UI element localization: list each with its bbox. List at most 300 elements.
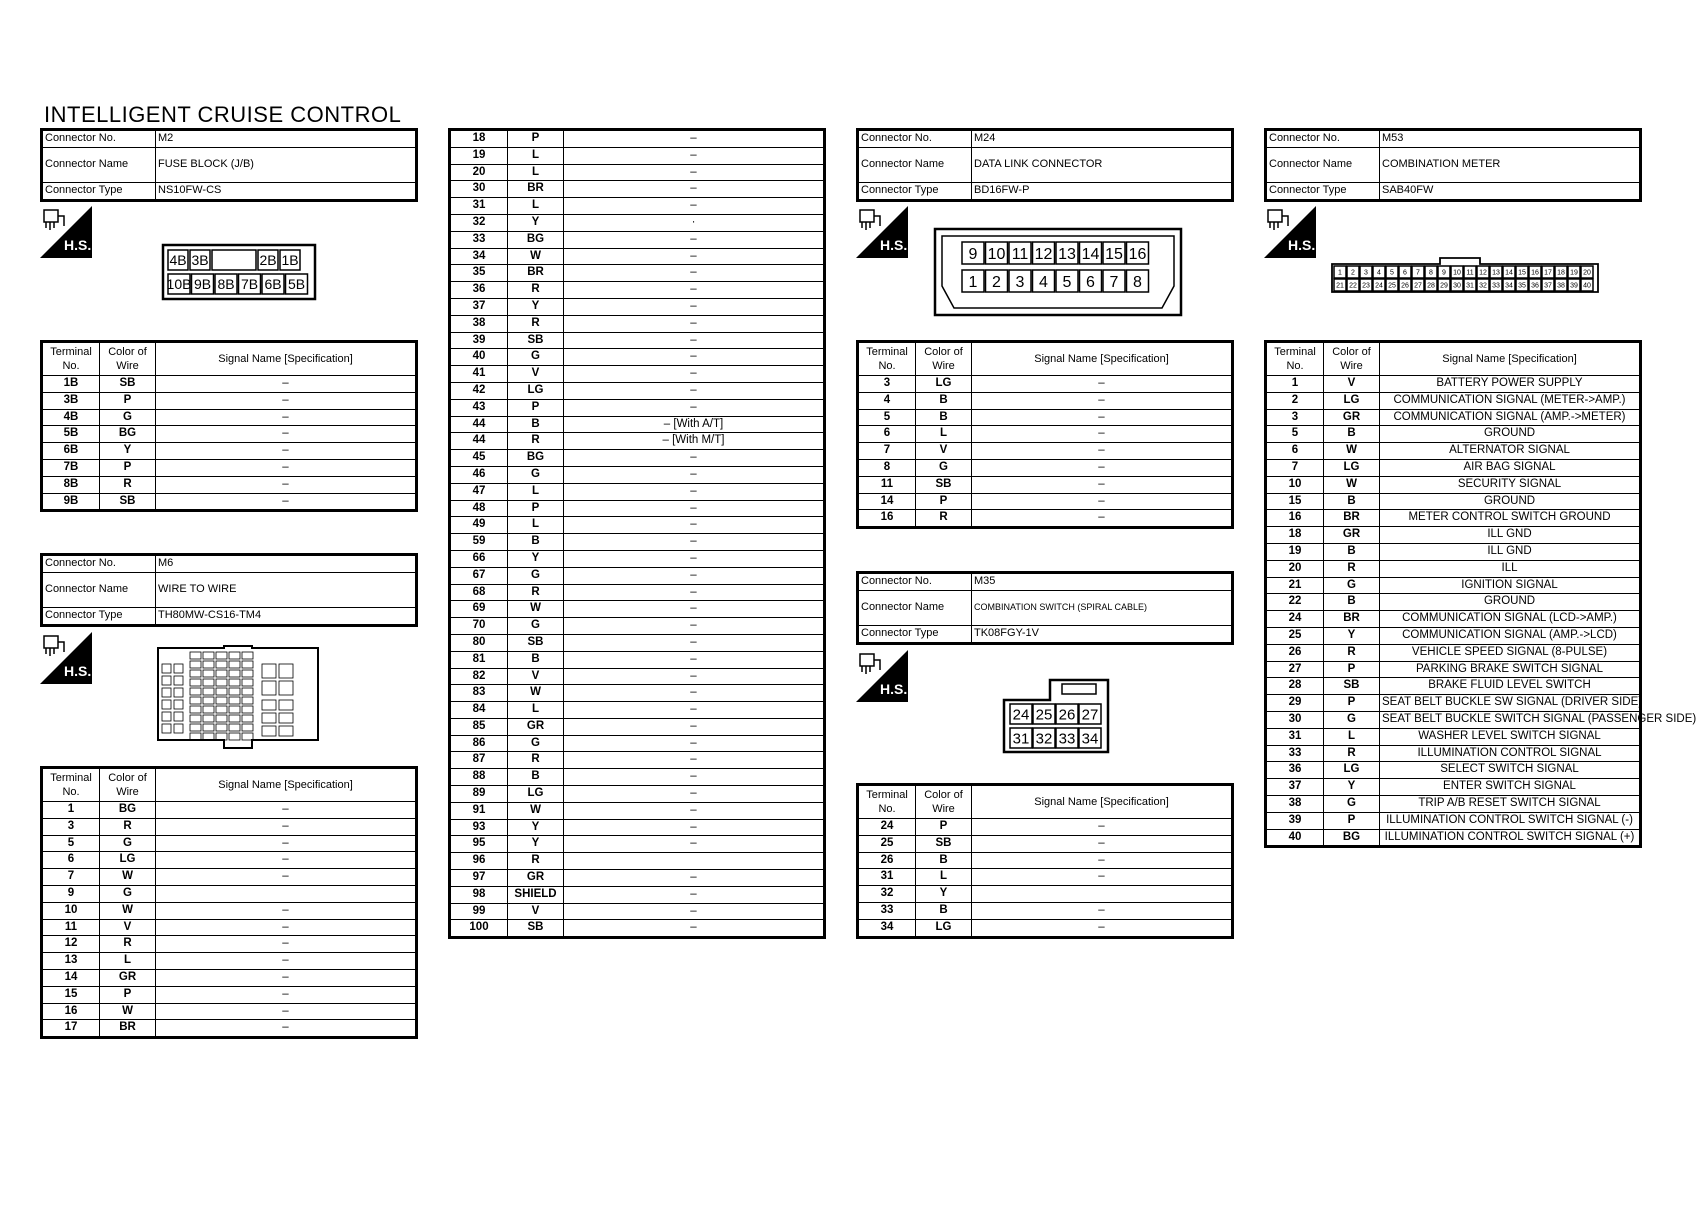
signal-name-cell: – xyxy=(972,835,1233,852)
pin-cavity xyxy=(174,676,183,685)
terminal-no-cell: 30 xyxy=(1266,711,1324,728)
signal-name-cell: – xyxy=(564,584,825,601)
connector-face-m6 xyxy=(156,644,320,755)
signal-name-cell: – xyxy=(972,510,1233,528)
wire-color-cell: BR xyxy=(508,181,564,198)
connector-m35 xyxy=(856,571,1234,645)
terminal-no-cell: 21 xyxy=(1266,577,1324,594)
table-row xyxy=(450,332,825,349)
table-row xyxy=(42,835,417,852)
signal-name-cell: – xyxy=(564,483,825,500)
wire-color-cell: R xyxy=(1324,745,1380,762)
pin-cavity xyxy=(190,697,201,704)
pin-label: 6 xyxy=(1086,273,1095,291)
table-row xyxy=(450,601,825,618)
pin-cavity xyxy=(203,733,214,740)
harness-side-icon xyxy=(1264,206,1316,258)
table-row xyxy=(450,265,825,282)
wire-color-cell: W xyxy=(100,869,156,886)
table-row xyxy=(450,130,825,148)
pin-cavity xyxy=(229,715,240,722)
table-row xyxy=(42,818,417,835)
terminal-no-cell: 15 xyxy=(1266,493,1324,510)
pin-label: 36 xyxy=(1531,282,1539,290)
pin-cavity xyxy=(229,679,240,686)
pin-label: 10 xyxy=(987,245,1006,263)
signal-name-cell: – xyxy=(564,819,825,836)
table-row xyxy=(1266,745,1641,762)
table-row xyxy=(1266,611,1641,628)
table-row xyxy=(450,836,825,853)
table-row xyxy=(450,584,825,601)
terminal-no-cell: 4B xyxy=(42,409,100,426)
pin-cavity xyxy=(242,697,253,704)
connector-type-value: TH80MW-CS16-TM4 xyxy=(156,607,417,625)
terminal-table-m2 xyxy=(40,340,418,512)
terminal-no-cell: 20 xyxy=(1266,560,1324,577)
pin-label: 5B xyxy=(287,276,306,293)
table-row xyxy=(1266,409,1641,426)
pin-label: 2 xyxy=(1351,269,1355,277)
signal-name-cell xyxy=(156,885,417,902)
connector-m24 xyxy=(856,128,1234,202)
pin-label: 26 xyxy=(1058,706,1076,724)
pin-label: 10B xyxy=(166,276,192,293)
signal-name-cell: – xyxy=(972,869,1233,886)
pin-label: 3 xyxy=(1364,269,1368,277)
signal-name-cell xyxy=(564,853,825,870)
pin-cavity xyxy=(229,697,240,704)
connector-no-value: M2 xyxy=(156,130,417,148)
terminal-no-cell: 38 xyxy=(1266,795,1324,812)
wire-color-cell: W xyxy=(100,1003,156,1020)
table-row xyxy=(450,282,825,299)
pin-cavity xyxy=(174,664,183,673)
table-row xyxy=(42,969,417,986)
wire-color-cell: B xyxy=(508,534,564,551)
terminal-no-cell: 19 xyxy=(450,147,508,164)
pin-label: 22 xyxy=(1349,282,1357,290)
wire-color-cell: R xyxy=(916,510,972,528)
table-row xyxy=(450,349,825,366)
wire-color-cell: R xyxy=(100,818,156,835)
wire-color-cell: B xyxy=(1324,594,1380,611)
terminal-no-cell: 70 xyxy=(450,618,508,635)
terminal-no-cell: 26 xyxy=(1266,644,1324,661)
connector-name-value: DATA LINK CONNECTOR xyxy=(972,147,1233,182)
terminal-no-cell: 33 xyxy=(1266,745,1324,762)
signal-name-cell: COMMUNICATION SIGNAL (LCD->AMP.) xyxy=(1380,611,1641,628)
wire-color-cell: Y xyxy=(1324,779,1380,796)
header-terminal-no: Terminal No. xyxy=(42,768,100,802)
table-row xyxy=(450,466,825,483)
wire-color-cell: P xyxy=(100,392,156,409)
table-row xyxy=(450,198,825,215)
table-row xyxy=(450,181,825,198)
signal-name-cell: – xyxy=(564,265,825,282)
signal-name-cell: COMMUNICATION SIGNAL (AMP.->METER) xyxy=(1380,409,1641,426)
wire-color-cell: R xyxy=(1324,560,1380,577)
terminal-no-cell: 6 xyxy=(42,852,100,869)
terminal-no-cell: 1B xyxy=(42,376,100,393)
pin-cavity xyxy=(279,713,293,723)
header-signal-name: Signal Name [Specification] xyxy=(156,768,417,802)
signal-name-cell: – xyxy=(156,852,417,869)
terminal-no-cell: 6 xyxy=(858,426,916,443)
table-row xyxy=(450,517,825,534)
wire-color-cell: GR xyxy=(100,969,156,986)
wire-color-cell: Y xyxy=(508,298,564,315)
wire-color-cell: LG xyxy=(1324,392,1380,409)
pin-cavity xyxy=(162,724,171,733)
signal-name-cell: – xyxy=(564,634,825,651)
pin-cavity xyxy=(242,652,253,659)
header-color-of-wire: Color of Wire xyxy=(100,342,156,376)
table-row xyxy=(42,919,417,936)
pin-cavity xyxy=(262,726,276,736)
signal-name-cell: – xyxy=(156,1020,417,1038)
table-row xyxy=(450,634,825,651)
label-connector-name: Connector Name xyxy=(1266,147,1380,182)
pin-label: 37 xyxy=(1544,282,1552,290)
wire-color-cell: L xyxy=(508,164,564,181)
pin-label: 11 xyxy=(1466,269,1474,277)
pin-cavity xyxy=(190,688,201,695)
connector-no-value: M35 xyxy=(972,573,1233,591)
signal-name-cell: – xyxy=(972,819,1233,836)
wire-color-cell: B xyxy=(1324,493,1380,510)
wire-color-cell: L xyxy=(508,517,564,534)
wire-color-cell: V xyxy=(508,668,564,685)
pin-cavity xyxy=(242,724,253,731)
table-row xyxy=(1266,443,1641,460)
terminal-no-cell: 11 xyxy=(42,919,100,936)
signal-name-cell: – xyxy=(972,919,1233,937)
table-row xyxy=(42,443,417,460)
wire-color-cell: B xyxy=(508,769,564,786)
wire-color-cell: L xyxy=(916,426,972,443)
pin-cavity xyxy=(229,670,240,677)
pin-label: 30 xyxy=(1453,282,1461,290)
pin-label: 34 xyxy=(1505,282,1513,290)
signal-name-cell xyxy=(972,886,1233,903)
table-row xyxy=(450,668,825,685)
wire-color-cell: V xyxy=(1324,376,1380,393)
wire-color-cell: G xyxy=(100,835,156,852)
table-row xyxy=(42,493,417,511)
signal-name-cell: – xyxy=(156,986,417,1003)
terminal-no-cell: 2 xyxy=(1266,392,1324,409)
table-row xyxy=(42,902,417,919)
terminal-no-cell: 97 xyxy=(450,870,508,887)
pin-cavity xyxy=(190,715,201,722)
connector-face-m2 xyxy=(162,244,316,305)
wire-color-cell: R xyxy=(1324,644,1380,661)
terminal-no-cell: 86 xyxy=(450,735,508,752)
terminal-no-cell: 39 xyxy=(1266,812,1324,829)
signal-name-cell: – xyxy=(972,459,1233,476)
terminal-no-cell: 3 xyxy=(1266,409,1324,426)
wire-color-cell: B xyxy=(916,902,972,919)
wire-color-cell: LG xyxy=(916,376,972,393)
hs-label: H.S. xyxy=(880,237,908,253)
terminal-no-cell: 39 xyxy=(450,332,508,349)
table-row xyxy=(1266,678,1641,695)
connector-type-value: SAB40FW xyxy=(1380,182,1641,200)
pin-cavity xyxy=(242,688,253,695)
pin-label: 2B xyxy=(259,252,277,269)
pin-cavity xyxy=(162,712,171,721)
wire-color-cell: V xyxy=(916,443,972,460)
table-row xyxy=(1266,527,1641,544)
pin-cavity xyxy=(203,697,214,704)
signal-name-cell: – xyxy=(564,500,825,517)
terminal-no-cell: 5 xyxy=(42,835,100,852)
table-row xyxy=(1266,493,1641,510)
wire-color-cell: Y xyxy=(100,443,156,460)
pin-label: 15 xyxy=(1518,269,1526,277)
signal-name-cell: ILL GND xyxy=(1380,527,1641,544)
pin-label: 28 xyxy=(1427,282,1435,290)
signal-name-cell: – xyxy=(156,835,417,852)
wire-color-cell: Y xyxy=(508,819,564,836)
terminal-table-m6 xyxy=(40,766,418,1039)
pin-label: 25 xyxy=(1035,706,1053,724)
terminal-no-cell: 87 xyxy=(450,752,508,769)
wire-color-cell: R xyxy=(508,315,564,332)
hs-label: H.S. xyxy=(64,237,92,253)
pin-label: 4 xyxy=(1377,269,1381,277)
table-row xyxy=(1266,426,1641,443)
pin-cavity xyxy=(203,688,214,695)
wire-color-cell: B xyxy=(916,852,972,869)
terminal-no-cell: 13 xyxy=(42,953,100,970)
signal-name-cell: – xyxy=(972,476,1233,493)
signal-name-cell: – xyxy=(156,476,417,493)
terminal-no-cell: 96 xyxy=(450,853,508,870)
table-row xyxy=(858,409,1233,426)
table-row xyxy=(450,382,825,399)
pin-cavity xyxy=(216,697,227,704)
signal-name-cell: – xyxy=(156,376,417,393)
terminal-no-cell: 49 xyxy=(450,517,508,534)
signal-name-cell: – xyxy=(564,836,825,853)
signal-name-cell: – xyxy=(156,443,417,460)
table-row xyxy=(450,819,825,836)
terminal-no-cell: 27 xyxy=(1266,661,1324,678)
terminal-no-cell: 31 xyxy=(450,198,508,215)
pin-cavity xyxy=(242,715,253,722)
terminal-no-cell: 37 xyxy=(1266,779,1324,796)
pin-cavity xyxy=(203,679,214,686)
pin-label: 6 xyxy=(1403,269,1407,277)
terminal-no-cell: 12 xyxy=(42,936,100,953)
harness-side-icon xyxy=(856,206,908,258)
terminal-no-cell: 37 xyxy=(450,298,508,315)
wire-color-cell: R xyxy=(508,282,564,299)
wire-color-cell: GR xyxy=(508,870,564,887)
terminal-no-cell: 85 xyxy=(450,718,508,735)
pin-cavity xyxy=(162,688,171,697)
pin-label: 24 xyxy=(1012,706,1030,724)
terminal-no-cell: 68 xyxy=(450,584,508,601)
wire-color-cell: G xyxy=(508,618,564,635)
pin-cavity xyxy=(203,661,214,668)
pin-label: 5 xyxy=(1062,273,1072,291)
connector-m6 xyxy=(40,553,418,627)
table-row xyxy=(858,459,1233,476)
label-connector-type: Connector Type xyxy=(858,625,972,643)
table-row xyxy=(42,869,417,886)
table-row xyxy=(42,376,417,393)
terminal-no-cell: 35 xyxy=(450,265,508,282)
connector-name-value: WIRE TO WIRE xyxy=(156,572,417,607)
pin-label: 33 xyxy=(1058,730,1076,748)
wire-color-cell: SB xyxy=(100,376,156,393)
terminal-no-cell: 8B xyxy=(42,476,100,493)
pin-label: 32 xyxy=(1479,282,1487,290)
wire-color-cell: Y xyxy=(508,836,564,853)
wire-color-cell: G xyxy=(1324,795,1380,812)
table-row xyxy=(450,769,825,786)
table-row xyxy=(1266,543,1641,560)
wire-color-cell: P xyxy=(916,493,972,510)
wire-color-cell: Y xyxy=(508,214,564,231)
wire-color-cell: R xyxy=(508,853,564,870)
pin-cavity xyxy=(262,681,276,695)
pin-cavity xyxy=(279,726,293,736)
signal-name-cell: – xyxy=(972,902,1233,919)
wire-color-cell: SB xyxy=(508,920,564,938)
signal-name-cell: – xyxy=(156,953,417,970)
pin-label: 29 xyxy=(1440,282,1448,290)
signal-name-cell: ILL GND xyxy=(1380,543,1641,560)
pin-cavity xyxy=(190,733,201,740)
pin-cavity xyxy=(190,661,201,668)
terminal-no-cell: 28 xyxy=(1266,678,1324,695)
terminal-no-cell: 24 xyxy=(1266,611,1324,628)
harness-side-icon xyxy=(856,650,908,702)
table-row xyxy=(450,231,825,248)
terminal-no-cell: 99 xyxy=(450,903,508,920)
signal-name-cell: – xyxy=(564,903,825,920)
header-signal-name: Signal Name [Specification] xyxy=(156,342,417,376)
pin-label: 13 xyxy=(1058,245,1076,263)
wire-color-cell: G xyxy=(1324,711,1380,728)
terminal-no-cell: 47 xyxy=(450,483,508,500)
terminal-no-cell: 36 xyxy=(1266,762,1324,779)
wire-color-cell: L xyxy=(1324,728,1380,745)
terminal-no-cell: 1 xyxy=(42,802,100,819)
signal-name-cell: – xyxy=(972,443,1233,460)
terminal-no-cell: 19 xyxy=(1266,543,1324,560)
wire-color-cell: SB xyxy=(916,835,972,852)
pin-label: 12 xyxy=(1034,245,1053,263)
label-connector-no: Connector No. xyxy=(1266,130,1380,148)
wire-color-cell: G xyxy=(508,567,564,584)
table-row xyxy=(450,315,825,332)
table-row xyxy=(450,500,825,517)
pin-label: 3 xyxy=(1015,273,1025,291)
pin-cavity xyxy=(190,679,201,686)
m2-face-diagram xyxy=(162,244,316,300)
signal-name-cell: WASHER LEVEL SWITCH SIGNAL xyxy=(1380,728,1641,745)
hs-label: H.S. xyxy=(64,663,92,679)
wire-color-cell: BR xyxy=(100,1020,156,1038)
pin-label: 10 xyxy=(1453,269,1461,277)
connector-info-table xyxy=(1264,128,1642,202)
signal-name-cell: · xyxy=(564,214,825,231)
pin-label: 6B xyxy=(264,276,282,293)
table-row xyxy=(450,450,825,467)
terminal-no-cell: 88 xyxy=(450,769,508,786)
signal-name-cell: ILLUMINATION CONTROL SWITCH SIGNAL (-) xyxy=(1380,812,1641,829)
header-terminal-no: Terminal No. xyxy=(42,342,100,376)
table-row xyxy=(450,685,825,702)
terminal-table xyxy=(40,766,418,1039)
table-row xyxy=(42,1020,417,1038)
signal-name-cell: BRAKE FLUID LEVEL SWITCH xyxy=(1380,678,1641,695)
wire-color-cell: LG xyxy=(1324,762,1380,779)
wire-color-cell: BG xyxy=(1324,829,1380,847)
pin-label: 27 xyxy=(1081,706,1099,724)
terminal-no-cell: 18 xyxy=(450,130,508,148)
table-row xyxy=(858,426,1233,443)
terminal-table xyxy=(856,783,1234,939)
signal-name-cell: – xyxy=(564,450,825,467)
signal-name-cell: – xyxy=(564,198,825,215)
pin-cavity xyxy=(212,250,256,270)
pin-label: 39 xyxy=(1570,282,1578,290)
terminal-no-cell: 6 xyxy=(1266,443,1324,460)
terminal-no-cell: 25 xyxy=(858,835,916,852)
terminal-no-cell: 91 xyxy=(450,802,508,819)
pin-cavity xyxy=(203,670,214,677)
signal-name-cell: – xyxy=(564,466,825,483)
pin-label: 40 xyxy=(1583,282,1591,290)
terminal-no-cell: 84 xyxy=(450,702,508,719)
pin-label: 35 xyxy=(1518,282,1526,290)
signal-name-cell: – xyxy=(564,651,825,668)
wire-color-cell: LG xyxy=(1324,459,1380,476)
signal-name-cell: – xyxy=(972,392,1233,409)
wire-color-cell: Y xyxy=(1324,627,1380,644)
signal-name-cell: METER CONTROL SWITCH GROUND xyxy=(1380,510,1641,527)
wire-color-cell: P xyxy=(1324,661,1380,678)
pin-label: 7 xyxy=(1416,269,1420,277)
pin-label: 31 xyxy=(1466,282,1474,290)
pin-cavity xyxy=(174,688,183,697)
label-connector-type: Connector Type xyxy=(1266,182,1380,200)
table-row xyxy=(42,459,417,476)
signal-name-cell: – xyxy=(156,409,417,426)
table-row xyxy=(42,1003,417,1020)
pin-label: 33 xyxy=(1492,282,1500,290)
table-row xyxy=(1266,594,1641,611)
terminal-no-cell: 8 xyxy=(858,459,916,476)
terminal-no-cell: 18 xyxy=(1266,527,1324,544)
signal-name-cell: – xyxy=(564,786,825,803)
signal-name-cell: – xyxy=(564,886,825,903)
terminal-no-cell: 32 xyxy=(450,214,508,231)
connector-no-value: M53 xyxy=(1380,130,1641,148)
table-row xyxy=(1266,476,1641,493)
pin-label: 16 xyxy=(1128,245,1147,263)
wire-color-cell: LG xyxy=(100,852,156,869)
wire-color-cell: BR xyxy=(1324,510,1380,527)
pin-label: 4 xyxy=(1039,273,1048,291)
terminal-no-cell: 29 xyxy=(1266,695,1324,712)
